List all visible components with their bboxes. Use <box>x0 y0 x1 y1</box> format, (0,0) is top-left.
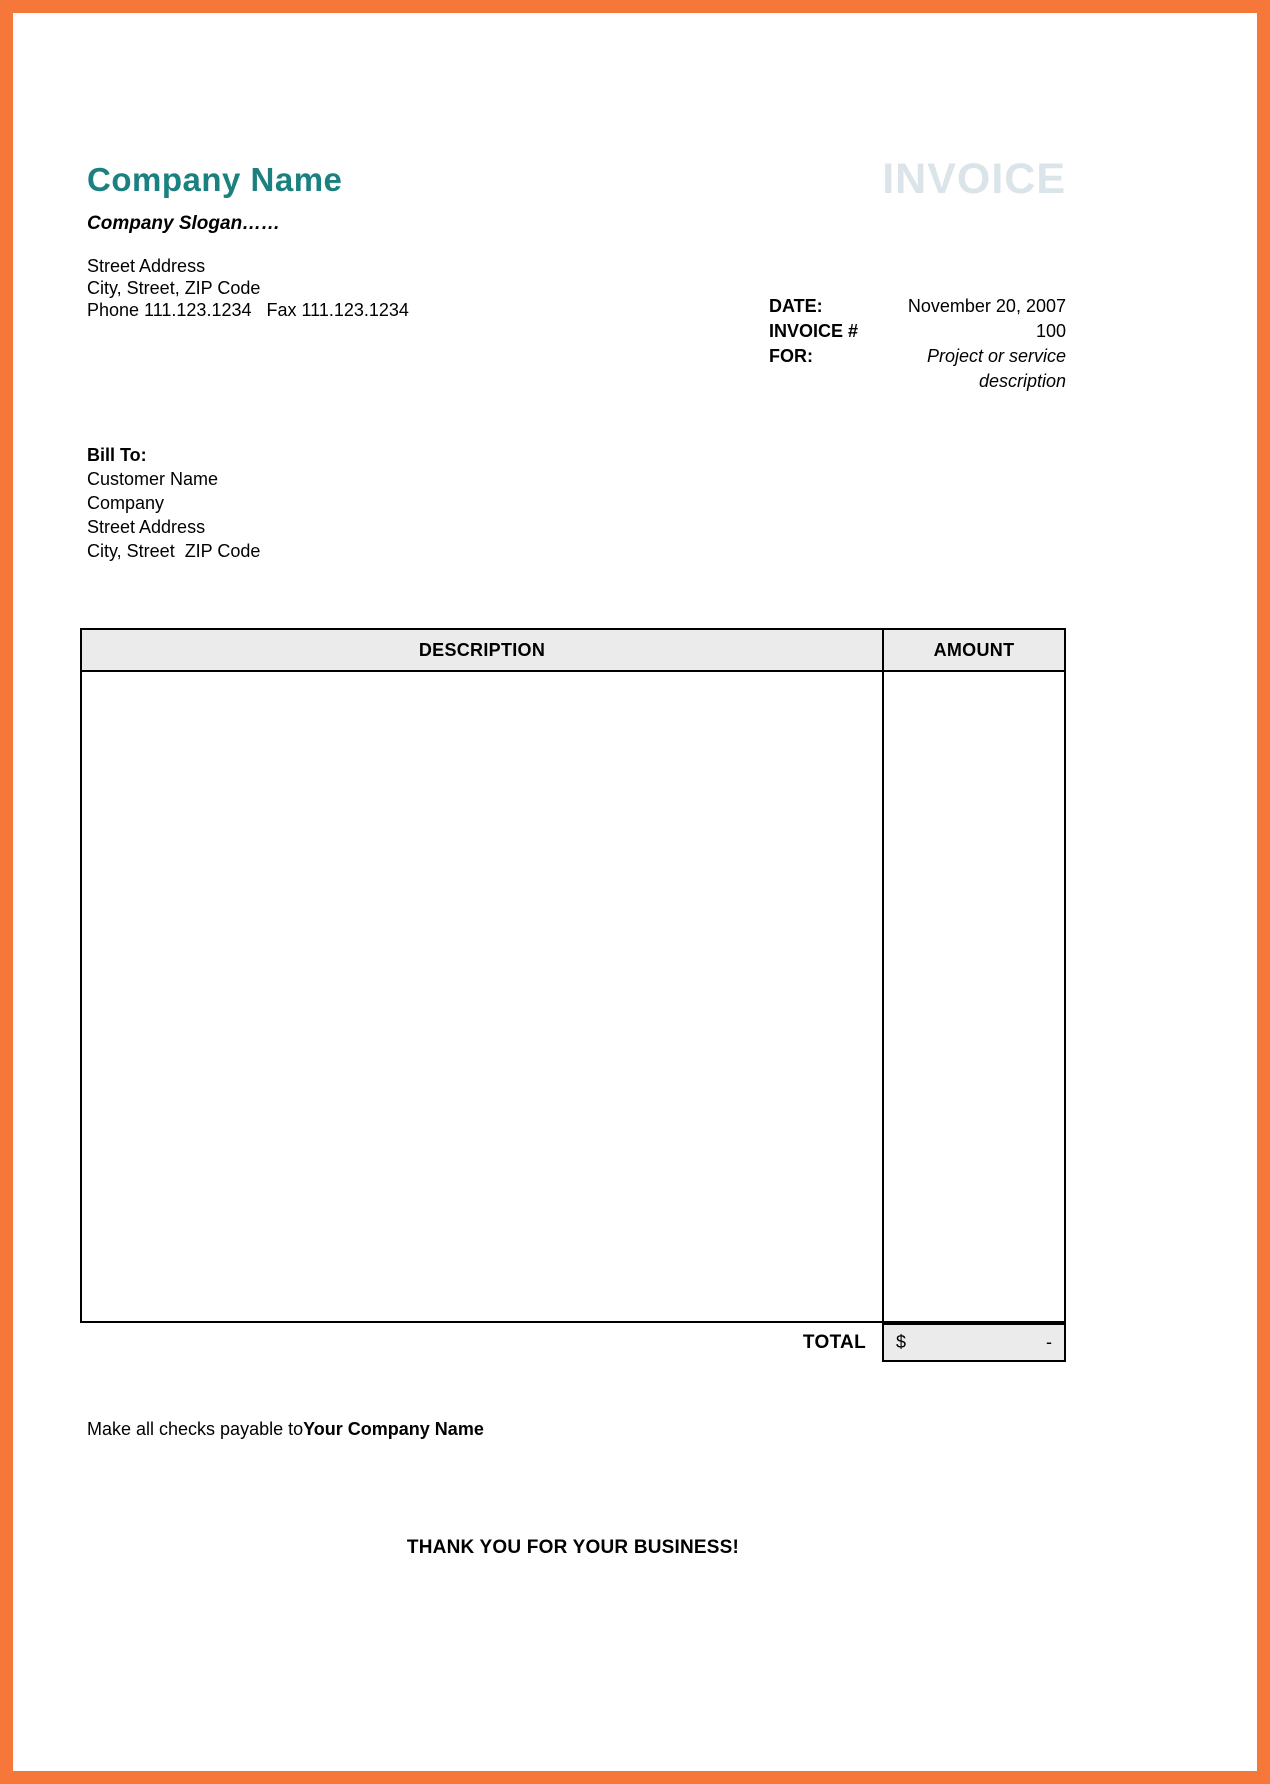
payable-company-name: Your Company Name <box>303 1419 484 1439</box>
company-address-line-1: Street Address <box>87 256 206 276</box>
invoice-meta <box>769 294 1066 394</box>
meta-row-date <box>769 294 1066 319</box>
bill-to-line-2: Company <box>87 493 165 513</box>
meta-row-for <box>769 344 1066 394</box>
date-label: DATE: <box>769 296 823 316</box>
line-items-table <box>80 628 1066 1362</box>
column-header-description: DESCRIPTION <box>82 630 884 670</box>
column-header-amount: AMOUNT <box>933 639 1015 660</box>
currency-symbol: $ <box>896 1332 907 1352</box>
invoice-page <box>13 13 1257 1771</box>
invoice-number-label: INVOICE # <box>769 321 859 341</box>
bill-to-line-3: Street Address <box>87 517 206 537</box>
invoice-title: INVOICE <box>882 155 1066 203</box>
bill-to-line-4: City, Street ZIP Code <box>87 541 261 561</box>
total-value: - <box>1046 1332 1052 1352</box>
payable-text: Make all checks payable to <box>87 1419 304 1439</box>
checks-payable-line <box>87 1419 484 1440</box>
company-name: Company Name <box>87 161 343 198</box>
for-label: FOR: <box>769 346 813 366</box>
invoice-number-value: 100 <box>1035 321 1066 341</box>
table-header-row <box>80 628 1066 672</box>
date-value: November 20, 2007 <box>907 296 1066 316</box>
total-label: TOTAL <box>802 1331 866 1353</box>
bill-to-line-1: Customer Name <box>87 469 219 489</box>
meta-row-invoice-number <box>769 319 1066 344</box>
bill-to-label: Bill To: <box>87 445 147 465</box>
company-address-line-2: City, Street, ZIP Code <box>87 278 261 298</box>
thank-you-message: THANK YOU FOR YOUR BUSINESS! <box>406 1537 740 1558</box>
company-slogan: Company Slogan…… <box>87 213 281 234</box>
table-column-divider <box>882 672 884 1321</box>
for-value: Project or service description <box>926 346 1066 391</box>
company-address-line-3: Phone 111.123.1234 Fax 111.123.1234 <box>87 300 409 320</box>
table-total-row <box>80 1323 1066 1362</box>
company-address-block <box>87 255 409 321</box>
bill-to-block <box>87 443 260 563</box>
table-body-empty <box>80 672 1066 1323</box>
total-amount-cell <box>882 1323 1066 1362</box>
